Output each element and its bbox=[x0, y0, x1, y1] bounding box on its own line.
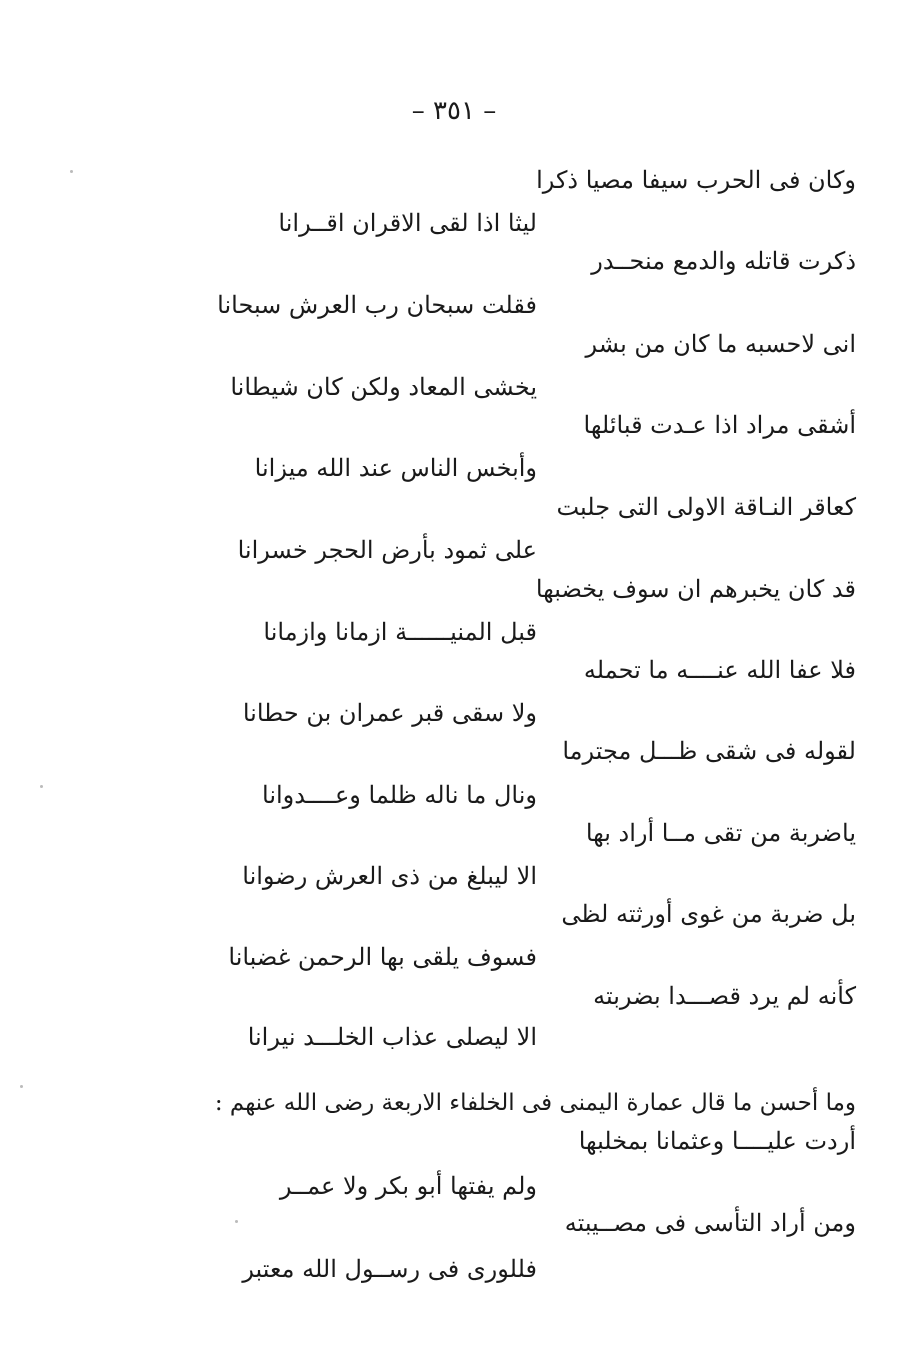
verse-first-hemistich: ذكرت قاتله والدمع منحــدر bbox=[591, 247, 856, 275]
prose-intro: وما أحسن ما قال عمارة اليمنى فى الخلفاء الاربعة رضى الله عنهم : bbox=[214, 1090, 856, 1116]
scan-speck bbox=[70, 170, 73, 173]
verse-first-hemistich: بل ضربة من غوى أورثته لظى bbox=[561, 900, 856, 928]
verse-second-hemistich: على ثمود بأرض الحجر خسرانا bbox=[237, 536, 537, 564]
verse-second-hemistich: فللورى فى رســول الله معتبر bbox=[242, 1255, 537, 1283]
verse-second-hemistich: ونال ما ناله ظلما وعــــدوانا bbox=[262, 781, 537, 809]
verse-first-hemistich: ومن أراد التأسى فى مصــيبته bbox=[564, 1209, 856, 1237]
verse-second-hemistich: الا ليصلى عذاب الخلـــد نيرانا bbox=[247, 1023, 537, 1051]
page-number: – ٣٥١ – bbox=[411, 96, 497, 126]
verse-first-hemistich: انى لاحسبه ما كان من بشر bbox=[585, 330, 856, 358]
verse-first-hemistich: قد كان يخبرهم ان سوف يخضبها bbox=[535, 575, 856, 603]
scan-speck bbox=[20, 1085, 23, 1088]
verse-first-hemistich: كأنه لم يرد قصـــدا بضربته bbox=[593, 982, 856, 1010]
verse-second-hemistich: ولا سقى قبر عمران بن حطانا bbox=[242, 699, 537, 727]
verse-second-hemistich: ولم يفتها أبو بكر ولا عمــر bbox=[279, 1172, 537, 1200]
verse-first-hemistich: ياضربة من تقى مــا أراد بها bbox=[585, 819, 856, 847]
verse-first-hemistich: كعاقر النـاقة الاولى التى جلبت bbox=[556, 493, 856, 521]
verse-first-hemistich: وكان فى الحرب سيفا مصيا ذكرا bbox=[536, 166, 856, 194]
verse-first-hemistich: أشقى مراد اذا عـدت قبائلها bbox=[583, 411, 856, 439]
verse-second-hemistich: قبل المنيــــــة ازمانا وازمانا bbox=[263, 618, 537, 646]
verse-first-hemistich: فلا عفا الله عنــــه ما تحمله bbox=[583, 656, 856, 684]
verse-second-hemistich: فقلت سبحان رب العرش سبحانا bbox=[217, 291, 537, 319]
verse-second-hemistich: الا ليبلغ من ذى العرش رضوانا bbox=[242, 862, 537, 890]
verse-second-hemistich: ليثا اذا لقى الاقران اقــرانا bbox=[278, 209, 537, 237]
verse-second-hemistich: يخشى المعاد ولكن كان شيطانا bbox=[230, 373, 537, 401]
verse-first-hemistich: أردت عليــــا وعثمانا بمخلبها bbox=[578, 1127, 856, 1155]
verse-second-hemistich: وأبخس الناس عند الله ميزانا bbox=[254, 454, 537, 482]
scan-speck bbox=[235, 1220, 238, 1223]
verse-first-hemistich: لقوله فى شقى ظـــل مجترما bbox=[562, 737, 856, 765]
scan-speck bbox=[40, 785, 43, 788]
verse-second-hemistich: فسوف يلقى بها الرحمن غضبانا bbox=[228, 943, 537, 971]
